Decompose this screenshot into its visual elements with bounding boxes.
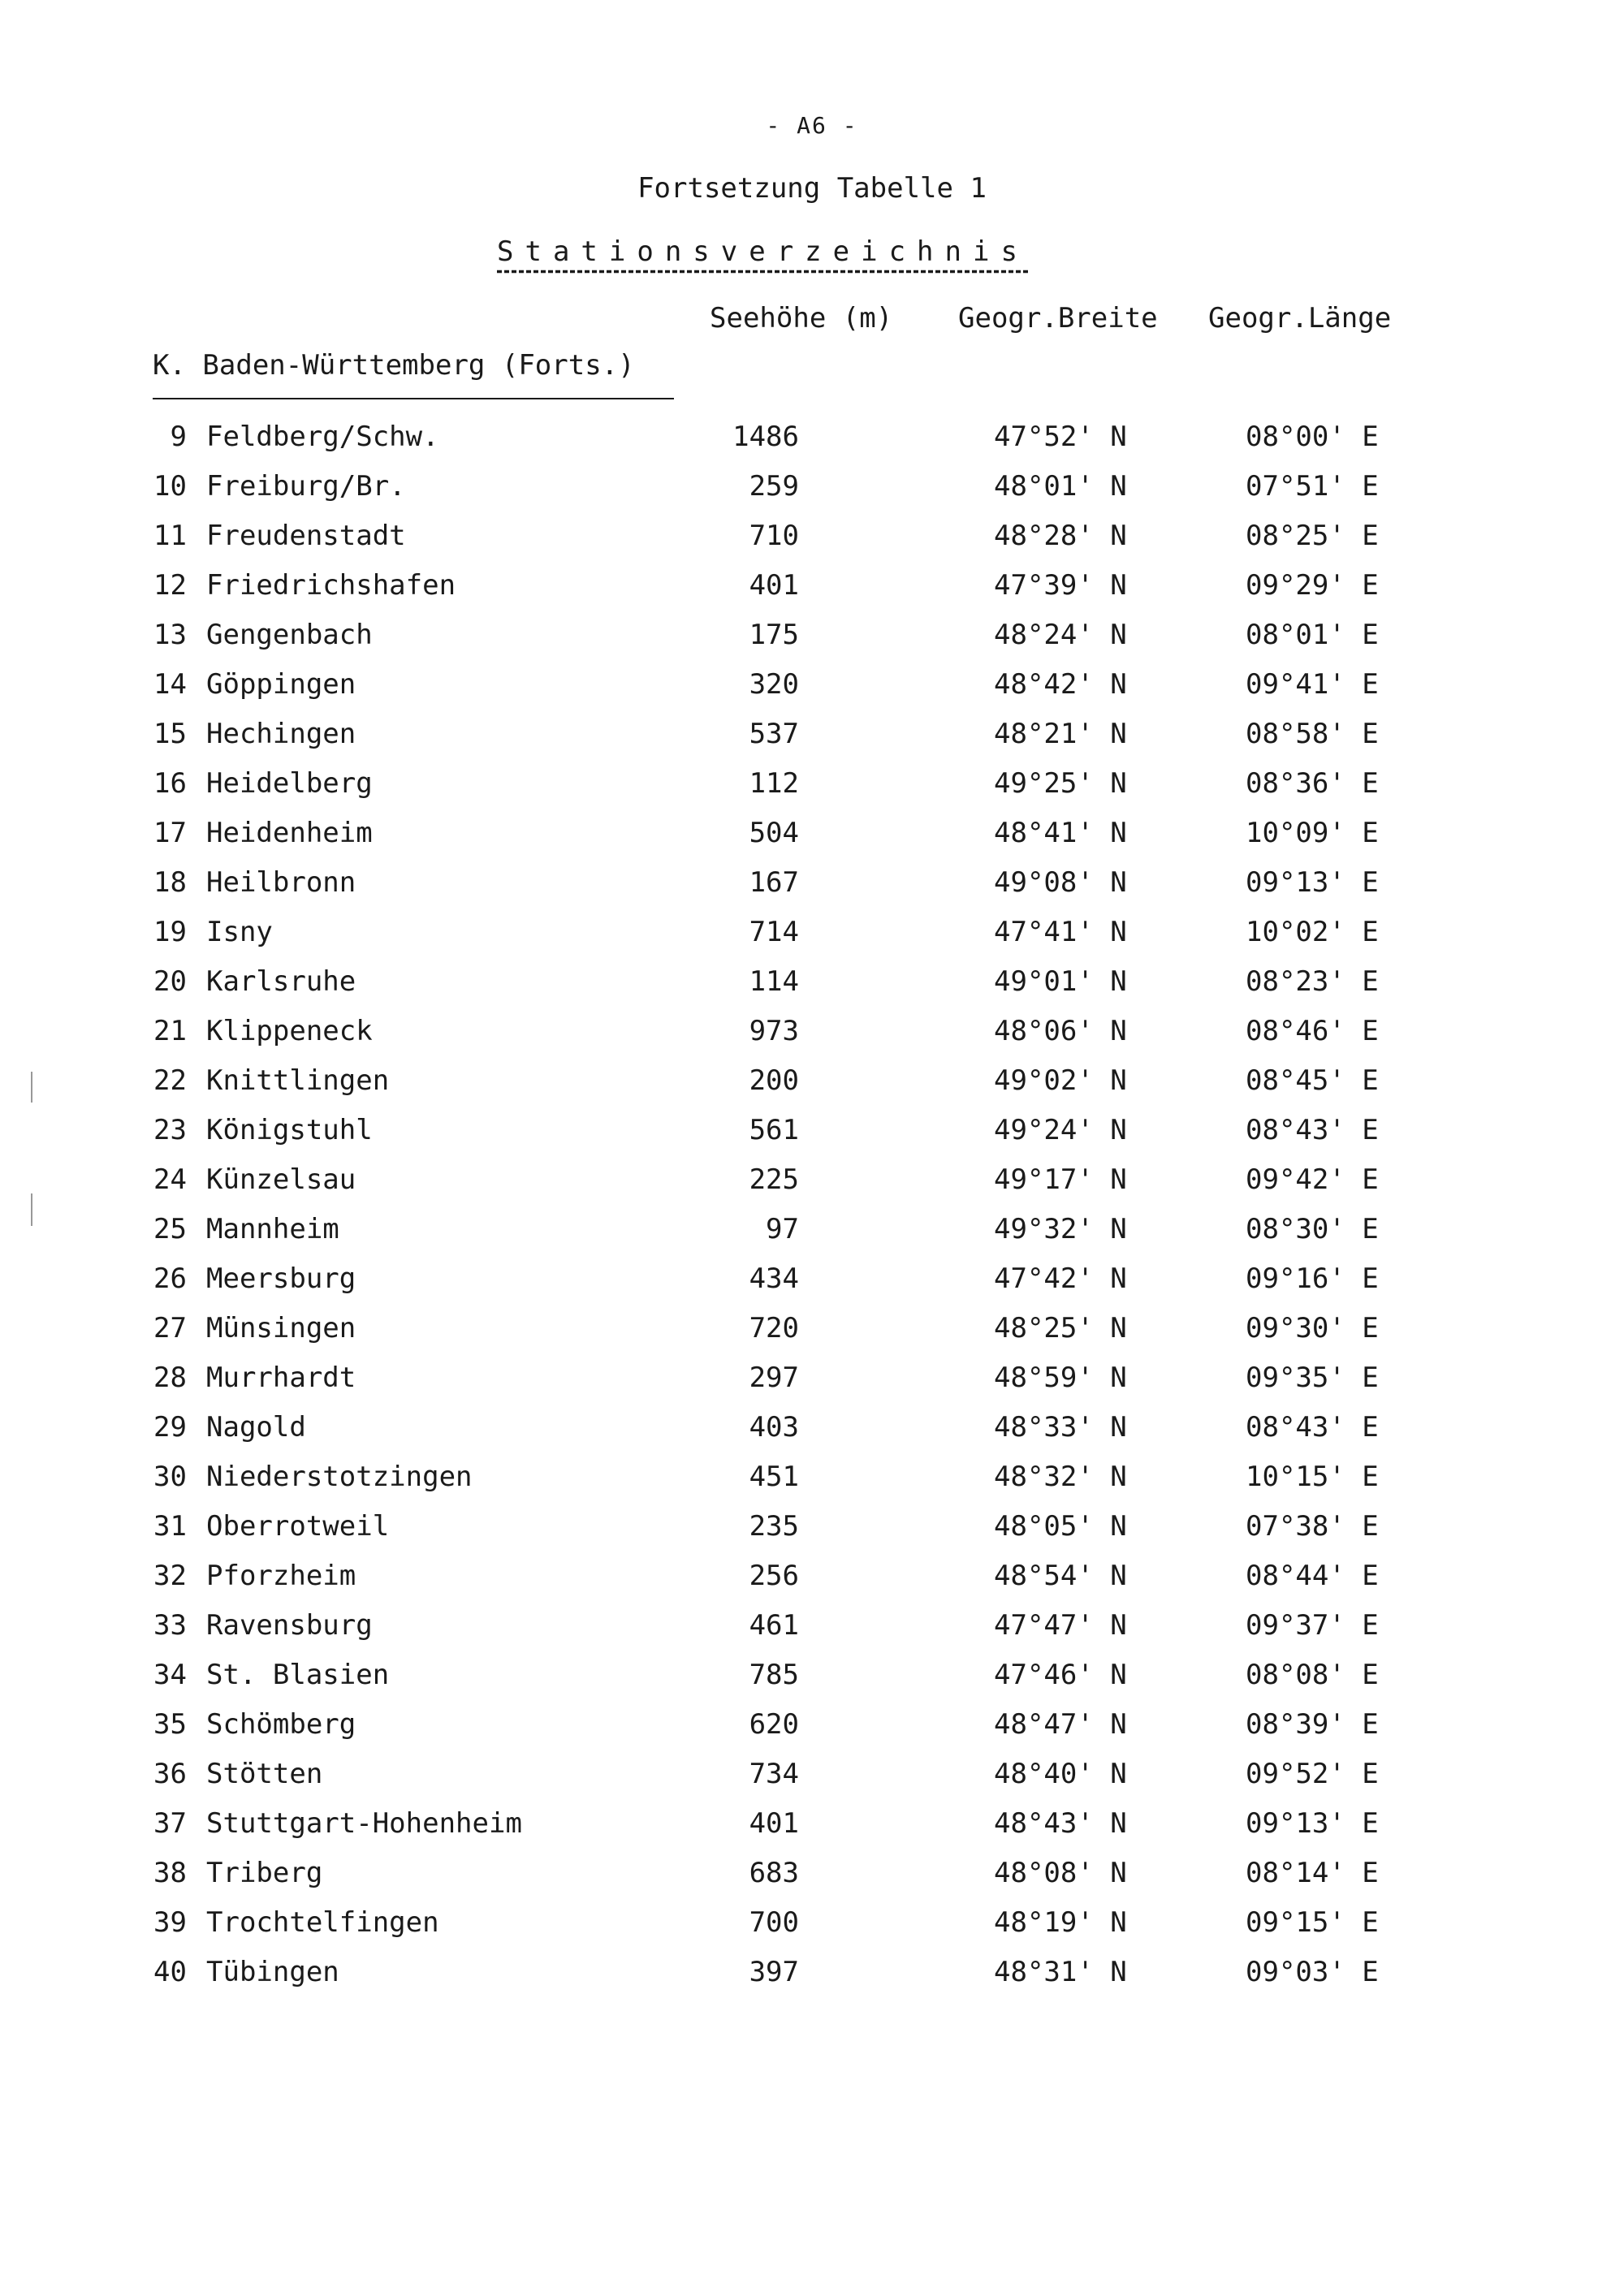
station-elevation: 256 bbox=[749, 1560, 799, 1592]
table-row bbox=[0, 464, 1624, 513]
station-number: 12 bbox=[153, 569, 187, 602]
table-row bbox=[0, 1553, 1624, 1603]
column-header-elevation: Seehöhe (m) bbox=[710, 302, 893, 334]
station-longitude: 09°52' E bbox=[1246, 1758, 1379, 1790]
scan-mark bbox=[31, 1193, 32, 1226]
table-row bbox=[0, 563, 1624, 612]
station-name: Göppingen bbox=[206, 668, 356, 701]
table-row bbox=[0, 1801, 1624, 1850]
table-row bbox=[0, 711, 1624, 761]
station-latitude: 48°08' N bbox=[994, 1857, 1127, 1889]
station-latitude: 49°02' N bbox=[994, 1064, 1127, 1097]
station-number: 21 bbox=[153, 1015, 187, 1047]
station-longitude: 09°03' E bbox=[1246, 1956, 1379, 1988]
station-elevation: 200 bbox=[749, 1064, 799, 1097]
station-number: 38 bbox=[153, 1857, 187, 1889]
station-latitude: 48°24' N bbox=[994, 619, 1127, 651]
station-latitude: 48°47' N bbox=[994, 1708, 1127, 1741]
station-latitude: 49°17' N bbox=[994, 1163, 1127, 1196]
table-row bbox=[0, 1652, 1624, 1702]
station-latitude: 47°52' N bbox=[994, 421, 1127, 453]
station-name: Tübingen bbox=[206, 1956, 339, 1988]
station-number: 29 bbox=[153, 1411, 187, 1444]
station-number: 18 bbox=[153, 866, 187, 899]
station-longitude: 08°43' E bbox=[1246, 1411, 1379, 1444]
station-number: 34 bbox=[153, 1659, 187, 1691]
station-latitude: 48°06' N bbox=[994, 1015, 1127, 1047]
station-number: 20 bbox=[153, 965, 187, 998]
station-longitude: 08°14' E bbox=[1246, 1857, 1379, 1889]
table-row bbox=[0, 1949, 1624, 1999]
station-latitude: 48°05' N bbox=[994, 1510, 1127, 1543]
table-row bbox=[0, 1306, 1624, 1355]
station-elevation: 714 bbox=[749, 916, 799, 948]
station-longitude: 09°13' E bbox=[1246, 1807, 1379, 1840]
station-table bbox=[0, 414, 1624, 1999]
station-number: 9 bbox=[170, 421, 187, 453]
station-number: 31 bbox=[153, 1510, 187, 1543]
table-row bbox=[0, 1504, 1624, 1553]
station-elevation: 683 bbox=[749, 1857, 799, 1889]
table-row bbox=[0, 513, 1624, 563]
table-row bbox=[0, 1058, 1624, 1107]
station-elevation: 710 bbox=[749, 520, 799, 552]
station-latitude: 47°42' N bbox=[994, 1262, 1127, 1295]
station-latitude: 48°42' N bbox=[994, 668, 1127, 701]
station-name: Oberrotweil bbox=[206, 1510, 390, 1543]
station-name: Feldberg/Schw. bbox=[206, 421, 439, 453]
station-name: Friedrichshafen bbox=[206, 569, 456, 602]
station-elevation: 112 bbox=[749, 767, 799, 800]
station-number: 35 bbox=[153, 1708, 187, 1741]
table-row bbox=[0, 1107, 1624, 1157]
station-name: Karlsruhe bbox=[206, 965, 356, 998]
table-row bbox=[0, 1702, 1624, 1751]
station-name: Heidenheim bbox=[206, 817, 373, 849]
station-name: Schömberg bbox=[206, 1708, 356, 1741]
station-elevation: 720 bbox=[749, 1312, 799, 1344]
station-latitude: 49°25' N bbox=[994, 767, 1127, 800]
station-longitude: 09°16' E bbox=[1246, 1262, 1379, 1295]
station-longitude: 08°00' E bbox=[1246, 421, 1379, 453]
station-number: 37 bbox=[153, 1807, 187, 1840]
station-longitude: 10°09' E bbox=[1246, 817, 1379, 849]
station-name: Nagold bbox=[206, 1411, 306, 1444]
station-elevation: 504 bbox=[749, 817, 799, 849]
station-elevation: 235 bbox=[749, 1510, 799, 1543]
station-name: Stuttgart-Hohenheim bbox=[206, 1807, 522, 1840]
station-longitude: 09°35' E bbox=[1246, 1362, 1379, 1394]
station-name: Stötten bbox=[206, 1758, 323, 1790]
station-elevation: 461 bbox=[749, 1609, 799, 1642]
scan-mark bbox=[31, 1072, 32, 1103]
station-name: Niederstotzingen bbox=[206, 1461, 473, 1493]
continuation-heading: Fortsetzung Tabelle 1 bbox=[637, 172, 987, 205]
station-latitude: 49°24' N bbox=[994, 1114, 1127, 1146]
table-row bbox=[0, 909, 1624, 959]
table-row bbox=[0, 1008, 1624, 1058]
station-name: Gengenbach bbox=[206, 619, 373, 651]
station-longitude: 08°36' E bbox=[1246, 767, 1379, 800]
station-elevation: 785 bbox=[749, 1659, 799, 1691]
station-elevation: 259 bbox=[749, 470, 799, 503]
table-row bbox=[0, 1900, 1624, 1949]
station-name: Pforzheim bbox=[206, 1560, 356, 1592]
station-elevation: 114 bbox=[749, 965, 799, 998]
station-latitude: 47°46' N bbox=[994, 1659, 1127, 1691]
station-elevation: 320 bbox=[749, 668, 799, 701]
station-number: 36 bbox=[153, 1758, 187, 1790]
station-elevation: 167 bbox=[749, 866, 799, 899]
station-elevation: 620 bbox=[749, 1708, 799, 1741]
station-name: Freiburg/Br. bbox=[206, 470, 406, 503]
station-elevation: 401 bbox=[749, 569, 799, 602]
station-latitude: 48°33' N bbox=[994, 1411, 1127, 1444]
station-longitude: 09°30' E bbox=[1246, 1312, 1379, 1344]
station-latitude: 48°19' N bbox=[994, 1906, 1127, 1939]
station-number: 15 bbox=[153, 718, 187, 750]
station-longitude: 09°41' E bbox=[1246, 668, 1379, 701]
page-number: - A6 - bbox=[766, 112, 858, 139]
station-longitude: 08°01' E bbox=[1246, 619, 1379, 651]
column-header-longitude: Geogr.Länge bbox=[1208, 302, 1392, 334]
station-longitude: 10°02' E bbox=[1246, 916, 1379, 948]
station-elevation: 561 bbox=[749, 1114, 799, 1146]
station-longitude: 09°42' E bbox=[1246, 1163, 1379, 1196]
region-heading: K. Baden-Württemberg (Forts.) bbox=[153, 349, 635, 382]
station-longitude: 10°15' E bbox=[1246, 1461, 1379, 1493]
station-number: 23 bbox=[153, 1114, 187, 1146]
station-name: Ravensburg bbox=[206, 1609, 373, 1642]
station-number: 30 bbox=[153, 1461, 187, 1493]
station-number: 33 bbox=[153, 1609, 187, 1642]
table-row bbox=[0, 761, 1624, 810]
station-latitude: 47°47' N bbox=[994, 1609, 1127, 1642]
region-underline bbox=[153, 398, 674, 399]
station-latitude: 48°31' N bbox=[994, 1956, 1127, 1988]
station-latitude: 48°01' N bbox=[994, 470, 1127, 503]
station-longitude: 09°13' E bbox=[1246, 866, 1379, 899]
table-row bbox=[0, 414, 1624, 464]
table-row bbox=[0, 662, 1624, 711]
station-longitude: 09°37' E bbox=[1246, 1609, 1379, 1642]
station-longitude: 08°39' E bbox=[1246, 1708, 1379, 1741]
station-number: 10 bbox=[153, 470, 187, 503]
station-elevation: 403 bbox=[749, 1411, 799, 1444]
station-latitude: 48°28' N bbox=[994, 520, 1127, 552]
table-row bbox=[0, 1206, 1624, 1256]
station-elevation: 175 bbox=[749, 619, 799, 651]
station-number: 17 bbox=[153, 817, 187, 849]
station-longitude: 08°25' E bbox=[1246, 520, 1379, 552]
station-longitude: 08°45' E bbox=[1246, 1064, 1379, 1097]
station-longitude: 08°58' E bbox=[1246, 718, 1379, 750]
station-name: Knittlingen bbox=[206, 1064, 390, 1097]
station-number: 26 bbox=[153, 1262, 187, 1295]
station-name: Murrhardt bbox=[206, 1362, 356, 1394]
station-name: Hechingen bbox=[206, 718, 356, 750]
station-name: Heilbronn bbox=[206, 866, 356, 899]
station-name: St. Blasien bbox=[206, 1659, 390, 1691]
table-row bbox=[0, 1751, 1624, 1801]
table-title: Stationsverzeichnis bbox=[497, 235, 1029, 268]
station-number: 14 bbox=[153, 668, 187, 701]
station-latitude: 49°08' N bbox=[994, 866, 1127, 899]
station-name: Künzelsau bbox=[206, 1163, 356, 1196]
table-row bbox=[0, 1405, 1624, 1454]
station-latitude: 48°25' N bbox=[994, 1312, 1127, 1344]
station-elevation: 397 bbox=[749, 1956, 799, 1988]
station-latitude: 48°41' N bbox=[994, 817, 1127, 849]
station-longitude: 09°15' E bbox=[1246, 1906, 1379, 1939]
station-elevation: 401 bbox=[749, 1807, 799, 1840]
station-name: Mannheim bbox=[206, 1213, 339, 1245]
table-row bbox=[0, 612, 1624, 662]
station-latitude: 48°32' N bbox=[994, 1461, 1127, 1493]
station-name: Isny bbox=[206, 916, 273, 948]
station-name: Heidelberg bbox=[206, 767, 373, 800]
station-elevation: 973 bbox=[749, 1015, 799, 1047]
station-latitude: 49°32' N bbox=[994, 1213, 1127, 1245]
station-number: 39 bbox=[153, 1906, 187, 1939]
station-name: Klippeneck bbox=[206, 1015, 373, 1047]
station-latitude: 48°21' N bbox=[994, 718, 1127, 750]
station-number: 19 bbox=[153, 916, 187, 948]
table-row bbox=[0, 1355, 1624, 1405]
station-name: Freudenstadt bbox=[206, 520, 406, 552]
station-latitude: 48°43' N bbox=[994, 1807, 1127, 1840]
station-longitude: 09°29' E bbox=[1246, 569, 1379, 602]
station-latitude: 49°01' N bbox=[994, 965, 1127, 998]
table-row bbox=[0, 1157, 1624, 1206]
station-latitude: 47°41' N bbox=[994, 916, 1127, 948]
table-row bbox=[0, 959, 1624, 1008]
station-latitude: 48°40' N bbox=[994, 1758, 1127, 1790]
station-elevation: 97 bbox=[766, 1213, 799, 1245]
station-latitude: 47°39' N bbox=[994, 569, 1127, 602]
station-latitude: 48°59' N bbox=[994, 1362, 1127, 1394]
station-longitude: 08°08' E bbox=[1246, 1659, 1379, 1691]
station-latitude: 48°54' N bbox=[994, 1560, 1127, 1592]
station-number: 11 bbox=[153, 520, 187, 552]
station-elevation: 297 bbox=[749, 1362, 799, 1394]
table-row bbox=[0, 1603, 1624, 1652]
table-row bbox=[0, 1850, 1624, 1900]
station-name: Triberg bbox=[206, 1857, 323, 1889]
station-elevation: 451 bbox=[749, 1461, 799, 1493]
station-longitude: 08°46' E bbox=[1246, 1015, 1379, 1047]
station-number: 28 bbox=[153, 1362, 187, 1394]
table-row bbox=[0, 810, 1624, 860]
station-longitude: 08°23' E bbox=[1246, 965, 1379, 998]
station-number: 13 bbox=[153, 619, 187, 651]
station-longitude: 07°51' E bbox=[1246, 470, 1379, 503]
station-number: 25 bbox=[153, 1213, 187, 1245]
station-name: Trochtelfingen bbox=[206, 1906, 439, 1939]
station-elevation: 537 bbox=[749, 718, 799, 750]
station-name: Münsingen bbox=[206, 1312, 356, 1344]
station-elevation: 700 bbox=[749, 1906, 799, 1939]
station-longitude: 08°30' E bbox=[1246, 1213, 1379, 1245]
station-number: 32 bbox=[153, 1560, 187, 1592]
station-number: 22 bbox=[153, 1064, 187, 1097]
station-longitude: 07°38' E bbox=[1246, 1510, 1379, 1543]
station-longitude: 08°44' E bbox=[1246, 1560, 1379, 1592]
station-elevation: 225 bbox=[749, 1163, 799, 1196]
station-number: 24 bbox=[153, 1163, 187, 1196]
station-elevation: 1486 bbox=[732, 421, 799, 453]
column-header-latitude: Geogr.Breite bbox=[958, 302, 1158, 334]
station-name: Königstuhl bbox=[206, 1114, 373, 1146]
station-number: 40 bbox=[153, 1956, 187, 1988]
station-longitude: 08°43' E bbox=[1246, 1114, 1379, 1146]
station-number: 27 bbox=[153, 1312, 187, 1344]
table-row bbox=[0, 1256, 1624, 1306]
station-elevation: 434 bbox=[749, 1262, 799, 1295]
table-row bbox=[0, 1454, 1624, 1504]
station-elevation: 734 bbox=[749, 1758, 799, 1790]
station-name: Meersburg bbox=[206, 1262, 356, 1295]
table-row bbox=[0, 860, 1624, 909]
station-number: 16 bbox=[153, 767, 187, 800]
